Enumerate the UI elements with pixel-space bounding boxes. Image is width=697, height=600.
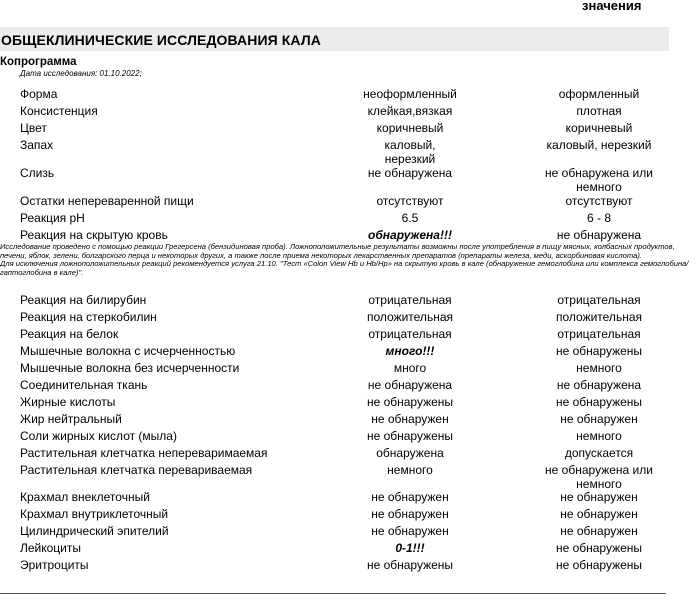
reference-value: не обнаружена (556, 228, 642, 242)
result-value: не обнаружен (371, 524, 449, 538)
parameter-name: Мышечные волокна с исчерченностью (20, 344, 236, 358)
reference-value: коричневый (565, 121, 633, 135)
parameter-name: Консистенция (20, 104, 98, 118)
note-paragraph-2: Для исключения ложноположительных реакций рекомендуется услуга 21.10. "Тест «Colon View Hb и Hb/Hp» на скрытую кровь в кале (обнаружение гемоглобина или комплекса гемоглобина/гаптоглобина в кале)". (0, 259, 689, 277)
reference-value: допускается (564, 446, 634, 460)
reference-value: отрицательная (557, 293, 641, 307)
result-value: 6.5 (401, 211, 419, 225)
reference-value: отсутствуют (565, 194, 633, 208)
reference-value: немного (576, 429, 622, 443)
parameter-name: Жирные кислоты (20, 395, 116, 409)
result-value: каловый, нерезкий (384, 138, 436, 166)
reference-value: не обнаружен (560, 507, 638, 521)
reference-value: не обнаружена (556, 378, 642, 392)
reference-value: плотная (576, 104, 622, 118)
bottom-divider (0, 593, 666, 594)
reference-value: не обнаружены (555, 558, 643, 572)
subsection-title: Копрограмма (0, 56, 77, 68)
study-date: Дата исследования: 01.10.2022; (20, 69, 142, 78)
parameter-name: Остатки непереваренной пищи (20, 194, 194, 208)
parameter-name: Цвет (20, 121, 47, 135)
parameter-name: Эритроциты (20, 558, 89, 572)
result-value: не обнаружены (366, 429, 454, 443)
result-value: обнаружена (376, 446, 444, 460)
parameter-name: Реакция на стеркобилин (20, 310, 157, 324)
result-value: отрицательная (368, 293, 452, 307)
reference-value: не обнаружены (555, 541, 643, 555)
parameter-name: Форма (20, 87, 58, 101)
parameter-name: Соединительная ткань (20, 378, 148, 392)
reference-value: не обнаружен (560, 490, 638, 504)
result-value: неоформленный (363, 87, 457, 101)
parameter-name: Реакция на скрытую кровь (20, 228, 168, 242)
section-title: ОБЩЕКЛИНИЧЕСКИЕ ИССЛЕДОВАНИЯ КАЛА (1, 32, 321, 48)
parameter-name: Запах (20, 138, 54, 152)
note-paragraph-1: Исследование проведено с помощью реакции Грегерсена (бензидиновая проба). Ложноположительные результаты возможны после употребления в пищу мясных, колбасных продуктов, печени, яблок, зелени, болгарского перца и некоторых других, а также после приема некоторых лекарственных препаратов (препараты железа, меди, аскорбиновая кислота). (0, 242, 675, 260)
result-value: не обнаружены (366, 558, 454, 572)
parameter-name: Цилиндрический эпителий (20, 524, 169, 538)
reference-values-header: значения (582, 0, 642, 13)
parameter-name: Слизь (20, 166, 55, 180)
reference-value: не обнаружены (555, 344, 643, 358)
result-value: не обнаружена (367, 166, 453, 180)
result-value: много!!! (385, 344, 435, 358)
result-value: отсутствуют (376, 194, 444, 208)
reference-value: не обнаружена или немного (545, 463, 653, 491)
result-value: коричневый (376, 121, 444, 135)
parameter-name: Лейкоциты (20, 541, 82, 555)
parameter-name: Реакция pH (20, 211, 85, 225)
reference-value: каловый, нерезкий (546, 138, 652, 152)
result-value: не обнаружены (366, 395, 454, 409)
result-value: не обнаружен (371, 507, 449, 521)
result-value: не обнаружен (371, 490, 449, 504)
reference-value: не обнаружен (560, 524, 638, 538)
result-value: не обнаружена (367, 378, 453, 392)
result-value: клейкая,вязкая (367, 104, 453, 118)
parameter-name: Растительная клетчатка непереваримаемая (20, 446, 268, 460)
reference-value: 6 - 8 (586, 211, 611, 225)
result-value: обнаружена!!! (368, 228, 452, 242)
reference-value: не обнаружены (555, 395, 643, 409)
parameter-name: Соли жирных кислот (мыла) (20, 429, 177, 443)
result-value: много (393, 361, 427, 375)
reference-value: не обнаружен (560, 412, 638, 426)
parameter-name: Реакция на билирубин (20, 293, 147, 307)
parameter-name: Мышечные волокна без исчерченности (20, 361, 240, 375)
result-value: не обнаружен (371, 412, 449, 426)
result-value: отрицательная (368, 327, 452, 341)
parameter-name: Реакция на белок (20, 327, 119, 341)
reference-value: немного (576, 361, 622, 375)
parameter-name: Крахмал внутриклеточный (20, 507, 169, 521)
parameter-name: Растительная клетчатка перевариваемая (20, 463, 253, 477)
reference-value: положительная (555, 310, 642, 324)
reference-value: оформленный (558, 87, 640, 101)
reference-value: отрицательная (557, 327, 641, 341)
parameter-name: Жир нейтральный (20, 412, 122, 426)
result-value: 0-1!!! (395, 541, 425, 555)
parameter-name: Крахмал внеклеточный (20, 490, 150, 504)
blood-test-note (0, 243, 694, 277)
reference-value: не обнаружена или немного (545, 166, 653, 194)
result-value: немного (387, 463, 433, 477)
result-value: положительная (366, 310, 453, 324)
